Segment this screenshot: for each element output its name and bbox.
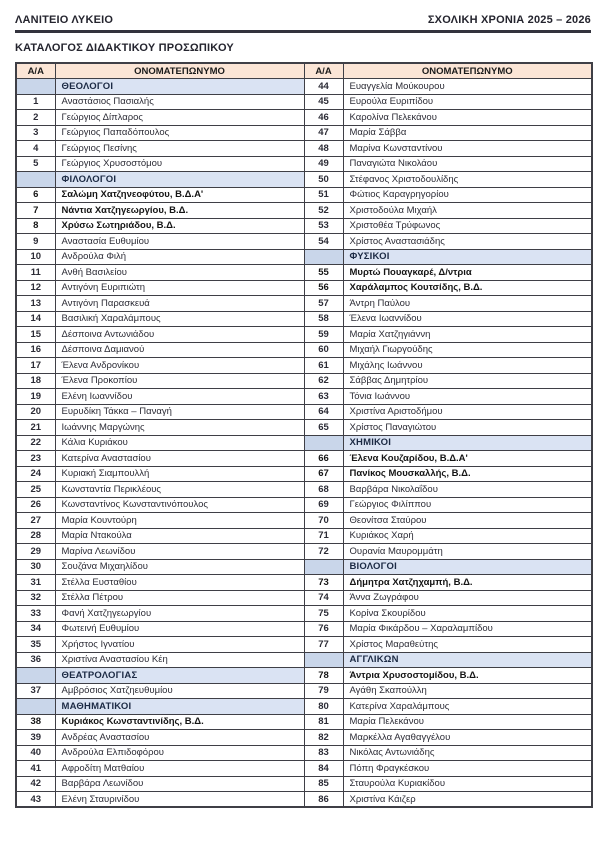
person-name: Πανίκος Μουσκαλλής, Β.Δ. [343,466,592,482]
row-number: 63 [304,389,343,405]
section-number-cell [16,172,55,188]
table-row [16,404,592,420]
row-number: 4 [16,141,55,157]
person-name: Γεώργιος Πεσίνης [55,141,304,157]
row-number: 15 [16,327,55,343]
row-number: 19 [16,389,55,405]
person-name: Δήμητρα Χατζηχαμπή, Β.Δ. [343,575,592,591]
table-row [16,590,592,606]
row-number: 54 [304,234,343,250]
row-number: 36 [16,652,55,668]
row-number: 13 [16,296,55,312]
person-name: Αμβρόσιος Χατζηευθυμίου [55,683,304,699]
row-number: 28 [16,528,55,544]
person-name: Νικόλας Αντωνιάδης [343,745,592,761]
table-row [16,544,592,560]
table-row [16,606,592,622]
row-number: 67 [304,466,343,482]
person-name: Μαρία Ντακούλα [55,528,304,544]
person-name: Μαρκέλλα Αγαθαγγέλου [343,730,592,746]
person-name: Γεώργιος Δίπλαρος [55,110,304,126]
table-row [16,265,592,281]
person-name: Στέλλα Πέτρου [55,590,304,606]
person-name: Άντρη Παύλου [343,296,592,312]
table-row [16,373,592,389]
table-row [16,249,592,265]
person-name: Δέσποινα Δαμιανού [55,342,304,358]
row-number: 37 [16,683,55,699]
person-name: Ευαγγελία Μούκουρου [343,79,592,95]
person-name: Άντρια Χρυσοστομίδου, Β.Δ. [343,668,592,684]
row-number: 38 [16,714,55,730]
person-name: Χριστοθέα Τρύφωνος [343,218,592,234]
person-name: Ανδρέας Αναστασίου [55,730,304,746]
table-row [16,699,592,715]
person-name: Φώτιος Καραγρηγορίου [343,187,592,203]
person-name: Άννα Ζωγράφου [343,590,592,606]
person-name: Κωνσταντία Περικλέους [55,482,304,498]
row-number: 61 [304,358,343,374]
person-name: Μαρία Φικάρδου – Χαραλαμπίδου [343,621,592,637]
row-number: 24 [16,466,55,482]
person-name: Πόπη Φραγκέσκου [343,761,592,777]
row-number: 79 [304,683,343,699]
section-label: ΜΑΘΗΜΑΤΙΚΟΙ [55,699,304,715]
row-number: 70 [304,513,343,529]
row-number: 27 [16,513,55,529]
person-name: Κατερίνα Αναστασίου [55,451,304,467]
table-row [16,482,592,498]
row-number: 66 [304,451,343,467]
person-name: Χρίστος Παναγιώτου [343,420,592,436]
person-name: Ευρούλα Ευριπίδου [343,94,592,110]
row-number: 17 [16,358,55,374]
table-row [16,141,592,157]
table-row [16,358,592,374]
person-name: Αναστάσιος Πασιαλής [55,94,304,110]
table-row [16,575,592,591]
person-name: Κυριάκος Χαρή [343,528,592,544]
table-row [16,389,592,405]
section-label: ΘΕΟΛΟΓΟΙ [55,79,304,95]
section-label: ΑΓΓΛΙΚΩΝ [343,652,592,668]
section-number-cell [304,435,343,451]
row-number: 21 [16,420,55,436]
row-number: 53 [304,218,343,234]
person-name: Θεονίτσα Σταύρου [343,513,592,529]
person-name: Στέλλα Ευσταθίου [55,575,304,591]
row-number: 31 [16,575,55,591]
table-header-row [16,63,592,79]
person-name: Ανδρούλα Ελπιδοφόρου [55,745,304,761]
person-name: Σταυρούλα Κυριακίδου [343,776,592,792]
row-number: 75 [304,606,343,622]
table-row [16,110,592,126]
row-number: 42 [16,776,55,792]
person-name: Μαρία Πελεκάνου [343,714,592,730]
person-name: Μαρία Χατζηγιάννη [343,327,592,343]
staff-table [15,62,593,808]
section-number-cell [304,249,343,265]
table-row [16,172,592,188]
table-row [16,79,592,95]
table-row [16,156,592,172]
person-name: Σουζάνα Μιχαηλίδου [55,559,304,575]
person-name: Μιχαήλ Γιωργούδης [343,342,592,358]
person-name: Γεώργιος Φιλίππου [343,497,592,513]
table-row [16,218,592,234]
row-number: 43 [16,792,55,808]
section-number-cell [304,652,343,668]
table-row [16,792,592,808]
person-name: Έλενα Ανδρονίκου [55,358,304,374]
row-number: 77 [304,637,343,653]
person-name: Καρολίνα Πελεκάνου [343,110,592,126]
school-year: ΣΧΟΛΙΚΗ ΧΡΟΝΙΑ 2025 – 2026 [427,14,591,26]
person-name: Χριστοδούλα Μιχαήλ [343,203,592,219]
row-number: 58 [304,311,343,327]
row-number: 73 [304,575,343,591]
table-row [16,280,592,296]
person-name: Ευρυδίκη Τάκκα – Παναγή [55,404,304,420]
person-name: Χρήστος Ιγνατίου [55,637,304,653]
row-number: 49 [304,156,343,172]
person-name: Ελένη Σταυρινίδου [55,792,304,808]
row-number: 5 [16,156,55,172]
row-number: 59 [304,327,343,343]
person-name: Στέφανος Χριστοδουλίδης [343,172,592,188]
row-number: 1 [16,94,55,110]
person-name: Κορίνα Σκουρίδου [343,606,592,622]
row-number: 50 [304,172,343,188]
person-name: Τόνια Ιωάννου [343,389,592,405]
row-number: 32 [16,590,55,606]
row-number: 12 [16,280,55,296]
person-name: Βασιλική Χαραλάμπους [55,311,304,327]
table-row [16,125,592,141]
person-name: Μυρτώ Πουαγκαρέ, Δ/ντρια [343,265,592,281]
page-title: ΚΑΤΑΛΟΓΟΣ ΔΙΔΑΚΤΙΚΟΥ ΠΡΟΣΩΠΙΚΟΥ [15,42,234,54]
row-number: 26 [16,497,55,513]
person-name: Χρίστος Αναστασιάδης [343,234,592,250]
table-row [16,296,592,312]
person-name: Χριστίνα Κάιζερ [343,792,592,808]
section-label: ΦΙΛΟΛΟΓΟΙ [55,172,304,188]
row-number: 51 [304,187,343,203]
row-number: 34 [16,621,55,637]
row-number: 47 [304,125,343,141]
person-name: Ουρανία Μαυρομμάτη [343,544,592,560]
row-number: 78 [304,668,343,684]
person-name: Χρύσω Σωτηριάδου, Β.Δ. [55,218,304,234]
table-row [16,730,592,746]
row-number: 82 [304,730,343,746]
row-number: 80 [304,699,343,715]
person-name: Ανδρούλα Φιλή [55,249,304,265]
row-number: 20 [16,404,55,420]
section-label: ΧΗΜΙΚΟΙ [343,435,592,451]
person-name: Σαλώμη Χατζηνεοφύτου, Β.Δ.Α' [55,187,304,203]
row-number: 44 [304,79,343,95]
row-number: 56 [304,280,343,296]
row-number: 25 [16,482,55,498]
row-number: 83 [304,745,343,761]
person-name: Παναγιώτα Νικολάου [343,156,592,172]
person-name: Σάββας Δημητρίου [343,373,592,389]
page-header [15,14,591,30]
person-name: Μαρία Κουντούρη [55,513,304,529]
person-name: Μαρίνα Λεωνίδου [55,544,304,560]
person-name: Μαρίνα Κωνσταντίνου [343,141,592,157]
column-header-name-left: ΟΝΟΜΑΤΕΠΩΝΥΜΟ [55,63,304,79]
row-number: 11 [16,265,55,281]
section-label: ΦΥΣΙΚΟΙ [343,249,592,265]
person-name: Αντιγόνη Παρασκευά [55,296,304,312]
table-row [16,776,592,792]
table-row [16,94,592,110]
section-number-cell [16,668,55,684]
person-name: Νάντια Χατζηγεωργίου, Β.Δ. [55,203,304,219]
table-row [16,637,592,653]
person-name: Δέσποινα Αντωνιάδου [55,327,304,343]
person-name: Φανή Χατζηγεωργίου [55,606,304,622]
person-name: Έλενα Ιωαννίδου [343,311,592,327]
row-number: 10 [16,249,55,265]
row-number: 72 [304,544,343,560]
row-number: 52 [304,203,343,219]
person-name: Χριστίνα Αναστασίου Κέη [55,652,304,668]
row-number: 62 [304,373,343,389]
person-name: Αφροδίτη Ματθαίου [55,761,304,777]
row-number: 60 [304,342,343,358]
table-row [16,513,592,529]
table-row [16,420,592,436]
person-name: Ιωάννης Μαργώνης [55,420,304,436]
school-name: ΛΑΝΙΤΕΙΟ ΛΥΚΕΙΟ [15,14,114,26]
person-name: Χριστίνα Αριστοδήμου [343,404,592,420]
row-number: 41 [16,761,55,777]
section-number-cell [16,699,55,715]
person-name: Βαρβάρα Νικολαΐδου [343,482,592,498]
person-name: Μαρία Σάββα [343,125,592,141]
person-name: Μιχάλης Ιωάννου [343,358,592,374]
table-row [16,187,592,203]
person-name: Χρίστος Μαραθεύτης [343,637,592,653]
person-name: Έλενα Κουζαρίδου, Β.Δ.Α' [343,451,592,467]
table-row [16,435,592,451]
person-name: Βαρβάρα Λεωνίδου [55,776,304,792]
table-row [16,668,592,684]
column-header-name-right: ΟΝΟΜΑΤΕΠΩΝΥΜΟ [343,63,592,79]
row-number: 7 [16,203,55,219]
row-number: 46 [304,110,343,126]
row-number: 30 [16,559,55,575]
person-name: Ελένη Ιωαννίδου [55,389,304,405]
section-label: ΘΕΑΤΡΟΛΟΓΙΑΣ [55,668,304,684]
person-name: Γεώργιος Χρυσοστόμου [55,156,304,172]
row-number: 35 [16,637,55,653]
section-number-cell [304,559,343,575]
person-name: Κωνσταντίνος Κωνσταντινόπουλος [55,497,304,513]
row-number: 76 [304,621,343,637]
table-row [16,761,592,777]
table-row [16,621,592,637]
table-row [16,559,592,575]
row-number: 33 [16,606,55,622]
row-number: 48 [304,141,343,157]
row-number: 64 [304,404,343,420]
column-header-aa-left: Α/Α [16,63,55,79]
row-number: 57 [304,296,343,312]
person-name: Κατερίνα Χαραλάμπους [343,699,592,715]
row-number: 3 [16,125,55,141]
row-number: 69 [304,497,343,513]
row-number: 14 [16,311,55,327]
table-row [16,466,592,482]
row-number: 86 [304,792,343,808]
row-number: 9 [16,234,55,250]
table-row [16,745,592,761]
person-name: Κάλια Κυριάκου [55,435,304,451]
row-number: 23 [16,451,55,467]
person-name: Κυριακή Σιαμπουλλή [55,466,304,482]
row-number: 16 [16,342,55,358]
row-number: 65 [304,420,343,436]
person-name: Χαράλαμπος Κουτσίδης, Β.Δ. [343,280,592,296]
person-name: Κυριάκος Κωνσταντινίδης, Β.Δ. [55,714,304,730]
person-name: Αγάθη Σκαπούλλη [343,683,592,699]
person-name: Αντιγόνη Ευριπιώτη [55,280,304,296]
table-row [16,311,592,327]
section-number-cell [16,79,55,95]
person-name: Αναστασία Ευθυμίου [55,234,304,250]
column-header-aa-right: Α/Α [304,63,343,79]
row-number: 81 [304,714,343,730]
row-number: 39 [16,730,55,746]
row-number: 22 [16,435,55,451]
person-name: Φωτεινή Ευθυμίου [55,621,304,637]
row-number: 45 [304,94,343,110]
table-row [16,203,592,219]
person-name: Έλενα Προκοπίου [55,373,304,389]
person-name: Ανθή Βασιλείου [55,265,304,281]
row-number: 85 [304,776,343,792]
table-row [16,327,592,343]
staff-table-body [16,79,592,808]
row-number: 68 [304,482,343,498]
row-number: 74 [304,590,343,606]
table-row [16,234,592,250]
row-number: 55 [304,265,343,281]
section-label: ΒΙΟΛΟΓΟΙ [343,559,592,575]
row-number: 2 [16,110,55,126]
row-number: 40 [16,745,55,761]
row-number: 84 [304,761,343,777]
table-row [16,714,592,730]
person-name: Γεώργιος Παπαδόπουλος [55,125,304,141]
row-number: 8 [16,218,55,234]
table-row [16,451,592,467]
table-row [16,342,592,358]
row-number: 29 [16,544,55,560]
row-number: 71 [304,528,343,544]
header-rule [15,30,591,33]
row-number: 18 [16,373,55,389]
table-row [16,497,592,513]
row-number: 6 [16,187,55,203]
table-row [16,652,592,668]
table-row [16,528,592,544]
table-row [16,683,592,699]
